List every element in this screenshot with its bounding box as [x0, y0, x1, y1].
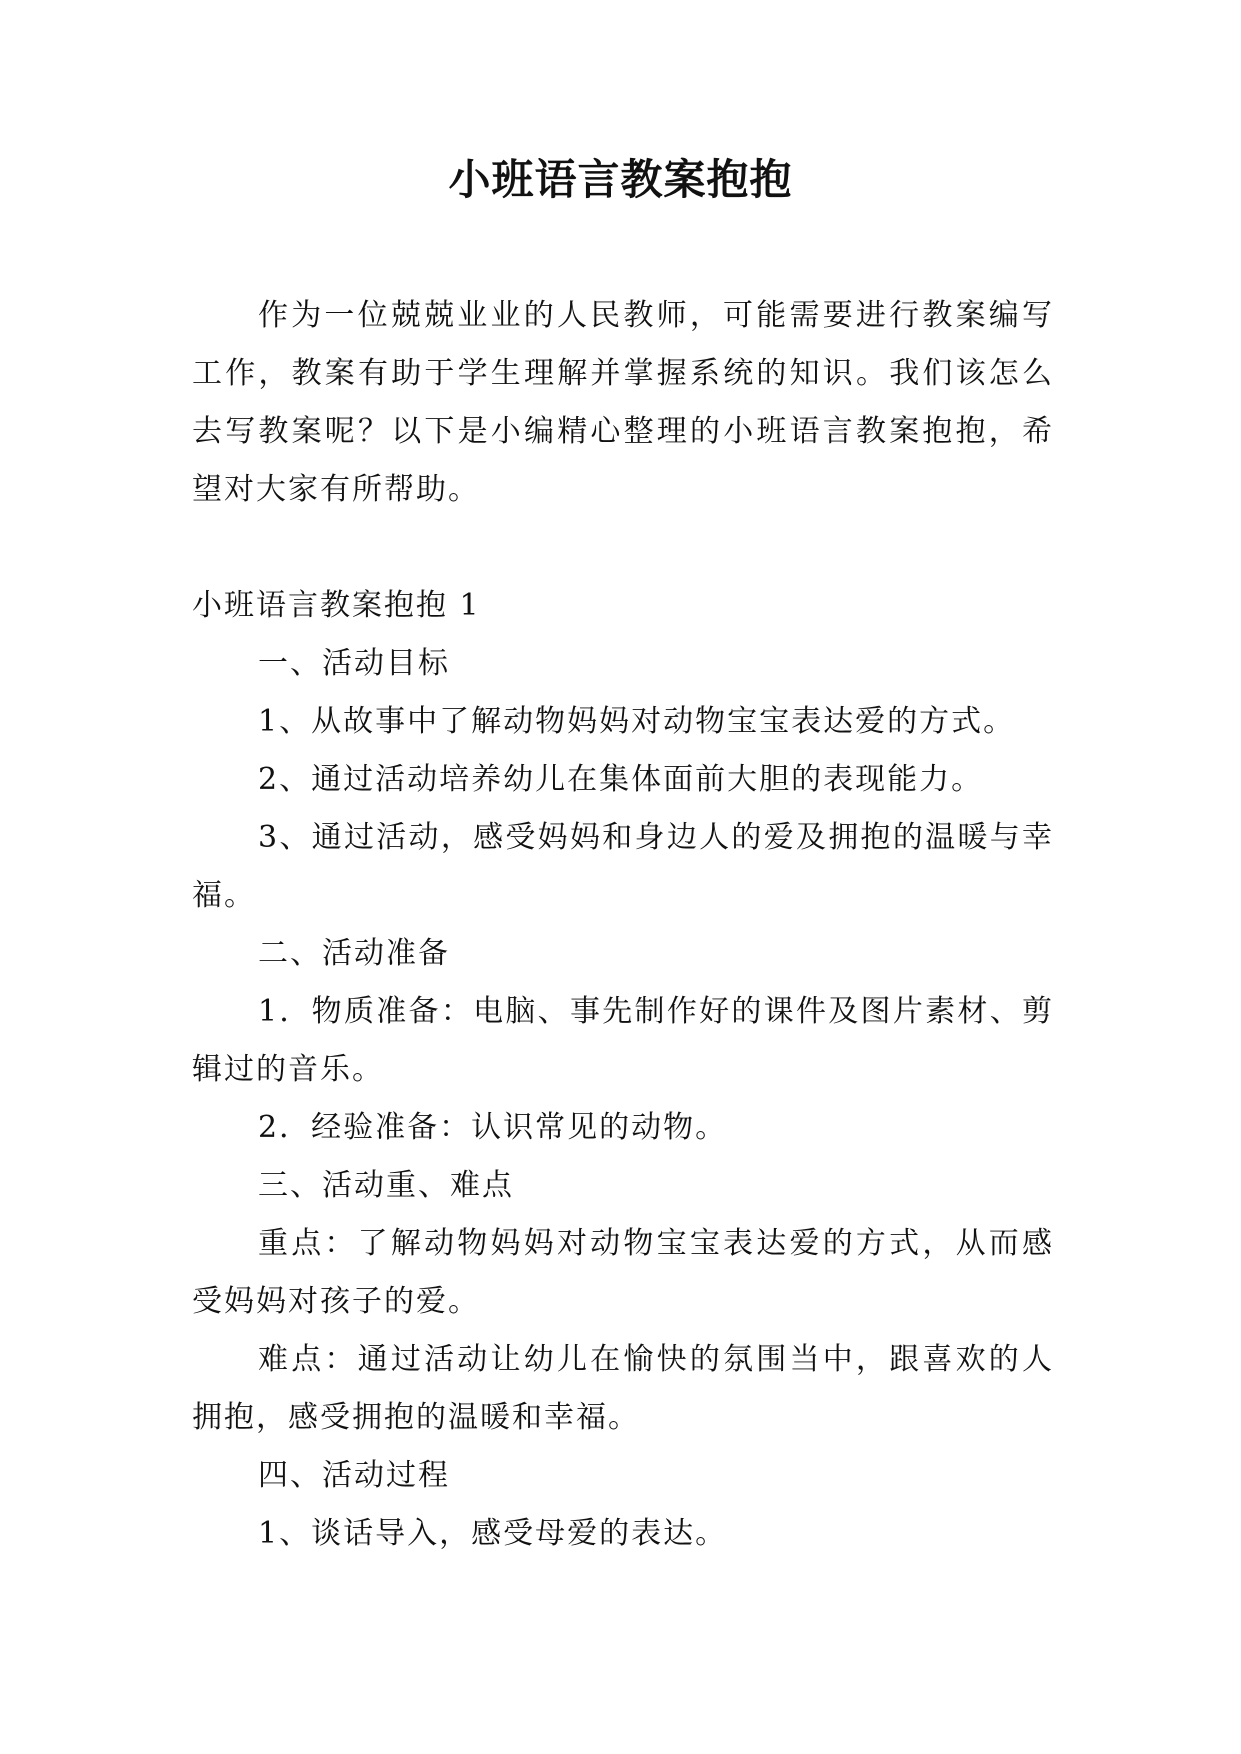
- section-heading: 小班语言教案抱抱 1: [192, 588, 481, 623]
- paragraph-gap: [192, 519, 1054, 577]
- heading-key-difficult-points: 三、活动重、难点: [258, 1168, 514, 1203]
- goal-item-3: 3、通过活动，感受妈妈和身边人的爱及拥抱的温暖与幸福。: [192, 820, 1054, 913]
- document-title: 小班语言教案抱抱: [448, 155, 793, 204]
- preparation-item-2: 2．经验准备：认识常见的动物。: [258, 1110, 728, 1145]
- heading-activity-process: 四、活动过程: [258, 1458, 450, 1493]
- intro-paragraph: 作为一位兢兢业业的人民教师，可能需要进行教案编写工作，教案有助于学生理解并掌握系统的知识。我们该怎么去写教案呢？以下是小编精心整理的小班语言教案抱抱，希望对大家有所帮助。: [192, 298, 1054, 507]
- process-item-1: 1、谈话导入，感受母爱的表达。: [258, 1516, 728, 1551]
- heading-activity-goals: 一、活动目标: [258, 646, 450, 681]
- goal-item-2: 2、通过活动培养幼儿在集体面前大胆的表现能力。: [258, 762, 984, 797]
- key-point: 重点：了解动物妈妈对动物宝宝表达爱的方式，从而感受妈妈对孩子的爱。: [192, 1226, 1054, 1319]
- goal-item-1: 1、从故事中了解动物妈妈对动物宝宝表达爱的方式。: [258, 704, 1016, 739]
- difficult-point: 难点：通过活动让幼儿在愉快的氛围当中，跟喜欢的人拥抱，感受拥抱的温暖和幸福。: [192, 1342, 1054, 1435]
- preparation-item-1: 1．物质准备：电脑、事先制作好的课件及图片素材、剪辑过的音乐。: [192, 994, 1054, 1087]
- document-body: [192, 287, 1054, 1563]
- heading-activity-preparation: 二、活动准备: [258, 936, 450, 971]
